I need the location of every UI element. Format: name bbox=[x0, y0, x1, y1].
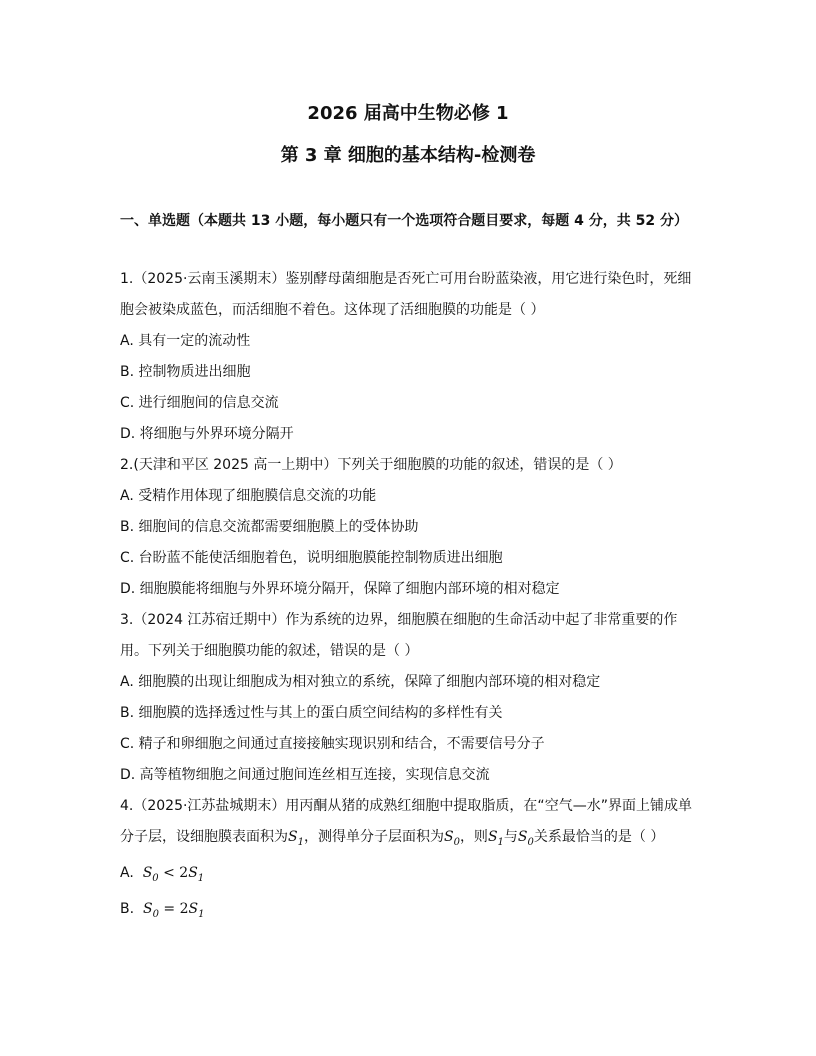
question-2-option-d: D. 细胞膜能将细胞与外界环境分隔开，保障了细胞内部环境的相对稳定 bbox=[120, 581, 560, 597]
symbol-s0: $S_0$ bbox=[443, 829, 460, 848]
question-3-option-b: B. 细胞膜的选择透过性与其上的蛋白质空间结构的多样性有关 bbox=[120, 705, 503, 721]
doc-title: 2026 届高中生物必修 1 bbox=[307, 103, 509, 124]
question-1-stem: 1.（2025·云南玉溪期末）鉴别酵母菌细胞是否死亡可用台盼蓝染液，用它进行染色时，死细胞会被染成蓝色，而活细胞不着色。这体现了活细胞膜的功能是（ ） bbox=[120, 271, 692, 318]
question-2-stem: 2.(天津和平区 2025 高一上期中）下列关于细胞膜的功能的叙述，错误的是（ ） bbox=[120, 457, 622, 473]
question-list bbox=[120, 264, 700, 929]
symbol-s1: $S_1$ bbox=[288, 829, 304, 848]
doc-subtitle: 第 3 章 细胞的基本结构-检测卷 bbox=[280, 145, 536, 166]
question-2-option-a: A. 受精作用体现了细胞膜信息交流的功能 bbox=[120, 488, 377, 504]
question-2-option-b: B. 细胞间的信息交流都需要细胞膜上的受体协助 bbox=[120, 519, 419, 535]
question-4-stem-part-1: 4.（2025·江苏盐城期末）用丙酮从猪的成熟红细胞中提取脂质，在“空气—水”界面上铺成单分子层，设细胞膜表面积为 bbox=[120, 798, 692, 845]
question-3-option-a: A. 细胞膜的出现让细胞成为相对独立的系统，保障了细胞内部环境的相对稳定 bbox=[120, 674, 601, 690]
question-3-option-d: D. 高等植物细胞之间通过胞间连丝相互连接，实现信息交流 bbox=[120, 767, 490, 783]
question-4-stem-part-3: ，则 bbox=[459, 829, 488, 845]
question-4-stem-part-5: 关系最恰当的是（ ） bbox=[533, 829, 665, 845]
question-4-stem-part-2: ，测得单分子层面积为 bbox=[303, 829, 444, 845]
question-4-stem bbox=[120, 791, 700, 858]
question-1-option-a: A. 具有一定的流动性 bbox=[120, 333, 251, 349]
question-3-option-c: C. 精子和卵细胞之间通过直接接触实现识别和结合，不需要信号分子 bbox=[120, 736, 545, 752]
question-1-option-c: C. 进行细胞间的信息交流 bbox=[120, 395, 279, 411]
question-4-option-b: B. $S_0 = 2S_1$ bbox=[120, 900, 205, 920]
question-2-option-c: C. 台盼蓝不能使活细胞着色，说明细胞膜能控制物质进出细胞 bbox=[120, 550, 503, 566]
question-4-stem-part-4: 与 bbox=[503, 829, 518, 845]
question-3-stem: 3.（2024 江苏宿迁期中）作为系统的边界，细胞膜在细胞的生命活动中起了非常重要的作用。下列关于细胞膜功能的叙述，错误的是（ ） bbox=[120, 612, 678, 659]
question-4-option-a: A. $S_0 < 2S_1$ bbox=[120, 864, 205, 884]
section-heading: 一、单选题（本题共 13 小题，每小题只有一个选项符合题目要求，每题 4 分，共 52 分） bbox=[120, 213, 688, 229]
question-1-option-d: D. 将细胞与外界环境分隔开 bbox=[120, 426, 294, 442]
symbol-s1: $S_1$ bbox=[487, 829, 504, 848]
symbol-s0: $S_0$ bbox=[517, 829, 534, 848]
question-1-option-b: B. 控制物质进出细胞 bbox=[120, 364, 251, 380]
